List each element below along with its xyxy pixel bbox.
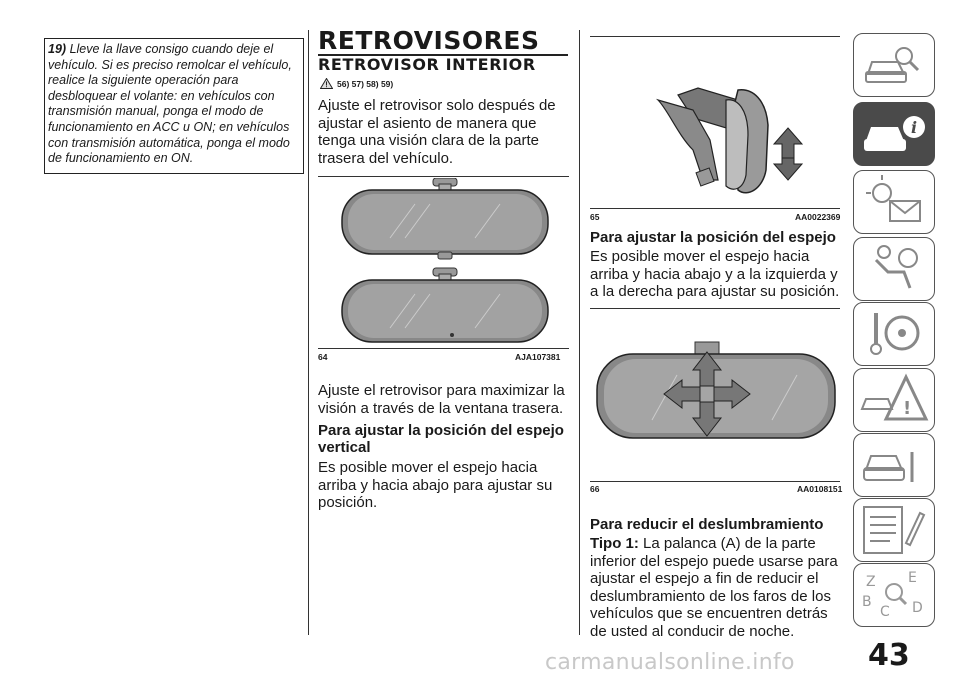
specs-list-icon (854, 499, 932, 559)
svg-text:D: D (912, 600, 923, 616)
figure-65-mirror-side (598, 40, 838, 208)
tab-airbag-seat[interactable] (853, 237, 935, 301)
svg-text:Z: Z (866, 574, 876, 590)
paragraph-maximize-view: Ajuste el retrovisor para maximizar la visión a través de la ventana trasera. (318, 382, 565, 417)
figure-code: AJA107381 (515, 352, 561, 362)
paragraph-vertical-adjust: Es posible mover el espejo hacia arriba y hacia abajo para ajustar su posición. (318, 459, 553, 512)
svg-text:!: ! (903, 398, 912, 419)
svg-text:E: E (908, 570, 917, 586)
figure-rule (590, 481, 840, 482)
page-number: 43 (868, 638, 910, 673)
svg-text:C: C (880, 604, 890, 620)
figure-64-mirrors (330, 178, 560, 346)
vertical-arrow-icon (774, 128, 802, 180)
figure-code: AA0022369 (795, 212, 841, 222)
car-info-icon (854, 103, 932, 163)
svg-text:i: i (911, 118, 918, 137)
warning-note (44, 38, 304, 174)
note-number: 19) (48, 42, 67, 56)
figure-number: 66 (590, 484, 600, 494)
tipo-label: Tipo 1: (590, 535, 639, 552)
figure-number: 64 (318, 352, 328, 362)
index-abc-icon (854, 564, 932, 624)
warning-lights-icon (854, 171, 932, 231)
figure-rule (318, 348, 569, 349)
watermark: carmanualsonline.info (545, 650, 795, 675)
tab-car-service[interactable] (853, 433, 935, 497)
tab-steering-key[interactable] (853, 302, 935, 366)
section-subtitle: RETROVISOR INTERIOR (318, 55, 536, 74)
figure-rule (590, 36, 840, 37)
heading-position-adjust: Para ajustar la posición del espejo (590, 229, 836, 246)
column-divider (308, 30, 309, 635)
tab-index-abc[interactable] (853, 563, 935, 627)
tab-car-info[interactable] (853, 102, 935, 166)
figure-rule (318, 176, 569, 177)
warning-icon (320, 78, 333, 89)
figure-code: AA0108151 (797, 484, 843, 494)
warning-triangle-icon (854, 369, 932, 429)
paragraph-adjust-after-seat: Ajuste el retrovisor solo después de ajustar el asiento de manera que tenga una visión clara de la parte trasera del vehículo. (318, 97, 556, 167)
tipo-text: La palanca (A) de la parte inferior del espejo puede usarse para ajustar el espejo a fin de reducir el deslumbramiento de los faros de los vehículos que se encuentren detrás de usted al conducir de noche. (590, 535, 838, 640)
references-text: 56) 57) 58) 59) (337, 78, 394, 89)
heading-vertical-adjust: Para ajustar la posición del espejo vertical (318, 422, 564, 456)
steering-key-icon (854, 303, 932, 363)
mirror-bottom (342, 268, 548, 342)
paragraph-reduce-glare (590, 535, 845, 641)
mirror-top (342, 178, 548, 259)
column-divider (579, 30, 580, 635)
svg-text:B: B (862, 594, 872, 610)
heading-reduce-glare: Para reducir el deslumbramiento (590, 516, 824, 533)
figure-number: 65 (590, 212, 600, 222)
tab-specs-list[interactable] (853, 498, 935, 562)
airbag-seat-icon (854, 238, 932, 298)
note-text: Lleve la llave consigo cuando deje el vehículo. Si es preciso remolcar el vehículo, realice la siguiente operación para desbloquear el volante: en vehículos con transmisión manual, ponga el modo de funcionamiento en ACC u ON; en vehículos con transmisión automática, ponga el modo de funcionamiento en ON. (48, 42, 292, 166)
figure-rule (590, 308, 840, 309)
tab-warning-lights[interactable] (853, 170, 935, 234)
tab-car-search[interactable] (853, 33, 935, 97)
section-title: RETROVISORES (318, 28, 568, 56)
car-search-icon (854, 34, 932, 94)
car-service-icon (854, 434, 932, 494)
tab-warning-triangle[interactable] (853, 368, 935, 432)
warning-references (320, 78, 393, 89)
paragraph-position-adjust: Es posible mover el espejo hacia arriba y hacia abajo y a la izquierda y a la derecha para ajustar su posición. (590, 248, 840, 301)
figure-66-mirror-arrows (592, 340, 840, 480)
figure-rule (590, 208, 840, 209)
